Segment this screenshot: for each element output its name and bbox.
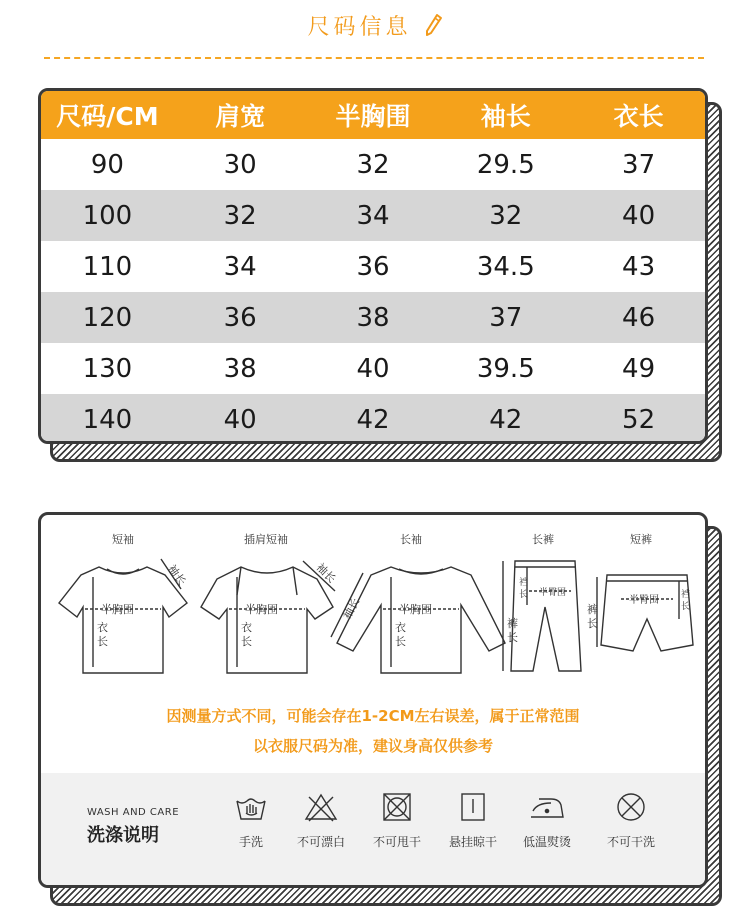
cell-length: 49 <box>622 353 656 384</box>
care-label-low-iron: 低温熨烫 <box>522 835 571 849</box>
sleeve-label: 袖长 <box>313 560 339 586</box>
care-label-hang-dry: 悬挂晾干 <box>448 835 497 849</box>
cell-sleeve: 29.5 <box>476 149 535 180</box>
care-item-no-dry-clean <box>591 791 671 850</box>
size-table <box>38 88 708 444</box>
cell-shoulder: 34 <box>223 251 257 282</box>
shorts-icon <box>587 575 693 651</box>
measurement-note: 因测量方式不同，可能会存在1-2CM左右误差，属于正常范围 <box>166 707 580 725</box>
cell-shoulder: 36 <box>223 302 257 333</box>
pencil-icon <box>425 13 443 43</box>
hang-dry-icon <box>455 791 491 823</box>
pants-length-label: 裤 <box>507 617 518 630</box>
no-dry-clean-icon <box>613 791 649 823</box>
cell-chest: 32 <box>356 149 390 180</box>
body-length-label: 长 <box>97 635 108 648</box>
body-length-label: 衣 <box>395 621 406 634</box>
short-sleeve-tee-icon <box>59 559 189 673</box>
sleeve-label: 袖长 <box>165 562 189 588</box>
hip-label: 半臀围 <box>539 588 567 598</box>
header-shoulder: 肩宽 <box>215 102 266 131</box>
header-length: 衣长 <box>613 102 664 131</box>
no-tumble-dry-icon <box>379 791 415 823</box>
chest-label: 半胸围 <box>101 603 134 616</box>
raglan-tee-icon <box>201 560 339 673</box>
no-bleach-icon <box>303 791 339 823</box>
table-row <box>41 190 705 241</box>
cell-sleeve: 32 <box>489 200 523 231</box>
cell-shoulder: 38 <box>223 353 257 384</box>
cell-shoulder: 30 <box>223 149 257 180</box>
care-item-hang-dry <box>433 791 513 850</box>
cell-sleeve: 42 <box>489 404 523 435</box>
garment-label-shorts: 短裤 <box>630 533 652 546</box>
table-row <box>41 394 705 444</box>
care-label-hand-wash: 手洗 <box>238 835 263 849</box>
cell-length: 37 <box>622 149 656 180</box>
garment-label-pants: 长裤 <box>532 533 554 546</box>
care-item-low-iron <box>507 791 587 850</box>
cell-size: 140 <box>82 404 133 435</box>
body-length-label: 衣 <box>241 621 252 634</box>
rise-label: 裆 <box>681 590 691 600</box>
cell-sleeve: 39.5 <box>476 353 535 384</box>
care-title-en: WASH AND CARE <box>87 807 180 818</box>
cell-size: 100 <box>82 200 133 231</box>
cell-length: 43 <box>622 251 656 282</box>
pants-length-label: 长 <box>507 631 518 644</box>
cell-sleeve: 34.5 <box>476 251 535 282</box>
sleeve-label: 袖长 <box>340 595 363 622</box>
title-divider <box>44 57 704 59</box>
care-label-no-dry-clean: 不可干洗 <box>606 835 655 849</box>
chest-label: 半胸围 <box>245 603 278 616</box>
cell-shoulder: 40 <box>223 404 257 435</box>
page-title <box>0 10 750 43</box>
table-row <box>41 343 705 394</box>
title-text: 尺码信息 <box>307 15 412 40</box>
rise-label: 长 <box>681 602 691 612</box>
low-iron-icon <box>527 791 567 823</box>
cell-sleeve: 37 <box>489 302 523 333</box>
rise-label: 长 <box>519 590 529 600</box>
cell-chest: 40 <box>356 353 390 384</box>
cell-size: 120 <box>82 302 133 333</box>
body-length-label: 长 <box>395 635 406 648</box>
long-pants-icon <box>503 561 581 671</box>
cell-length: 46 <box>622 302 656 333</box>
table-row <box>41 292 705 343</box>
header-sleeve: 袖长 <box>480 102 531 131</box>
cell-length: 40 <box>622 200 656 231</box>
table-header <box>41 91 705 139</box>
garment-label-long-sleeve: 长袖 <box>400 533 422 546</box>
table-row <box>41 241 705 292</box>
cell-length: 52 <box>622 404 656 435</box>
cell-chest: 38 <box>356 302 390 333</box>
pants-length-label: 长 <box>587 617 598 630</box>
rise-label: 裆 <box>519 578 529 588</box>
cell-shoulder: 32 <box>223 200 257 231</box>
care-label-no-tumble-dry: 不可甩干 <box>372 835 421 849</box>
care-title-cn: 洗涤说明 <box>87 825 159 846</box>
garment-diagrams <box>41 515 705 690</box>
garment-label-short-sleeve: 短袖 <box>112 533 134 546</box>
cell-chest: 34 <box>356 200 390 231</box>
garment-label-raglan: 插肩短袖 <box>244 533 288 546</box>
table-row <box>41 139 705 190</box>
cell-chest: 36 <box>356 251 390 282</box>
measurement-guide <box>38 512 708 888</box>
long-sleeve-tee-icon <box>331 567 505 673</box>
hand-wash-icon <box>233 791 269 823</box>
care-item-hand-wash <box>211 791 291 850</box>
hip-label: 半臀围 <box>629 595 659 606</box>
cell-size: 130 <box>82 353 133 384</box>
pants-length-label: 裤 <box>587 603 598 616</box>
header-chest: 半胸围 <box>335 102 411 131</box>
size-note: 以衣服尺码为准，建议身高仅供参考 <box>252 737 493 755</box>
chest-label: 半胸围 <box>399 603 432 616</box>
body-length-label: 长 <box>241 635 252 648</box>
cell-size: 110 <box>82 251 133 282</box>
cell-size: 90 <box>90 149 124 180</box>
cell-chest: 42 <box>356 404 390 435</box>
header-size: 尺码/CM <box>56 102 159 131</box>
care-item-no-bleach <box>281 791 361 850</box>
body-length-label: 衣 <box>97 621 108 634</box>
care-item-no-tumble-dry <box>357 791 437 850</box>
care-label-no-bleach: 不可漂白 <box>296 835 345 849</box>
care-section <box>41 773 705 885</box>
